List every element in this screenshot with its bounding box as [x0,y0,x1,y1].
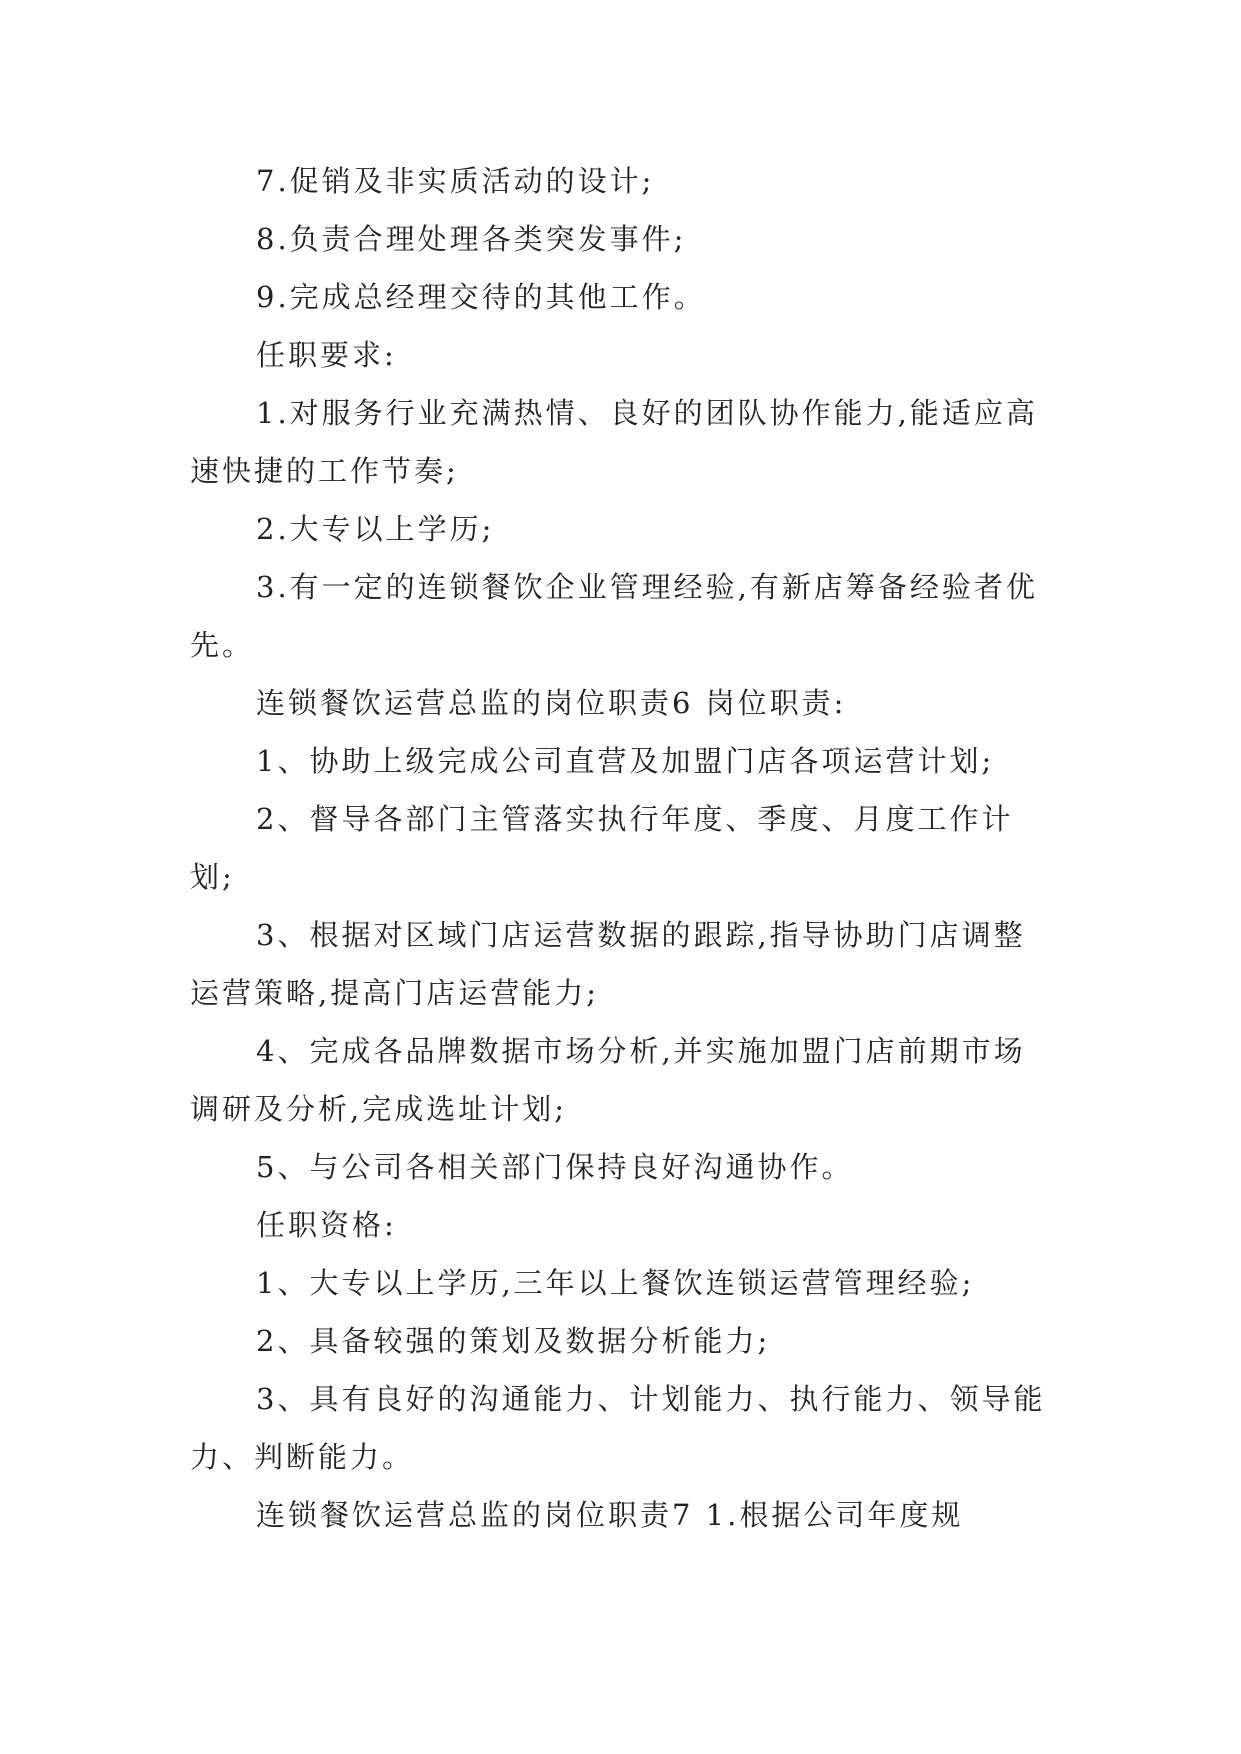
section-heading-duties-6: 连锁餐饮运营总监的岗位职责6 岗位职责: [256,686,847,720]
section-heading-requirements: 任职要求: [256,338,397,372]
duty-1: 1、协助上级完成公司直营及加盟门店各项运营计划; [256,744,995,778]
qualification-2: 2、具备较强的策划及数据分析能力; [256,1324,771,1358]
paragraph-7: 7.促销及非实质活动的设计; [256,164,655,198]
qualification-1: 1、大专以上学历,三年以上餐饮连锁运营管理经验; [256,1266,975,1300]
duty-3: 3、根据对区域门店运营数据的跟踪,指导协助门店调整运营策略,提高门店运营能力; [190,918,1026,1010]
qualification-3: 3、具有良好的沟通能力、计划能力、执行能力、领导能力、判断能力。 [190,1382,1046,1474]
section-heading-duties-7: 连锁餐饮运营总监的岗位职责7 1.根据公司年度规 [256,1498,964,1532]
duty-4: 4、完成各品牌数据市场分析,并实施加盟门店前期市场调研及分析,完成选址计划; [190,1034,1026,1126]
requirement-2: 2.大专以上学历; [256,512,495,546]
section-heading-qualifications: 任职资格: [256,1208,397,1242]
duty-5: 5、与公司各相关部门保持良好沟通协作。 [256,1150,854,1184]
requirement-1: 1.对服务行业充满热情、良好的团队协作能力,能适应高速快捷的工作节奏; [190,396,1038,488]
paragraph-9: 9.完成总经理交待的其他工作。 [256,280,706,314]
duty-2: 2、督导各部门主管落实执行年度、季度、月度工作计划; [190,802,1014,894]
paragraph-8: 8.负责合理处理各类突发事件; [256,222,687,256]
requirement-3: 3.有一定的连锁餐饮企业管理经验,有新店筹备经验者优先。 [190,570,1038,662]
document-body [190,152,1050,1544]
